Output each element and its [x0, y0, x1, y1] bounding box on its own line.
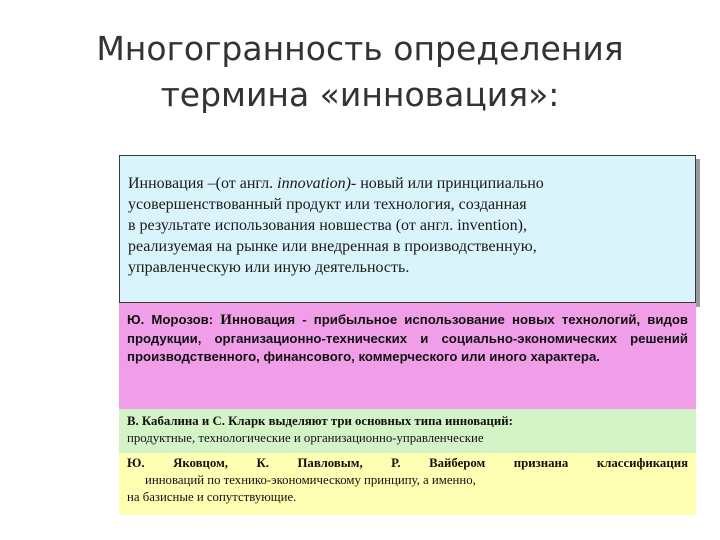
slide-title-line-1: Многогранность определения — [96, 29, 624, 68]
definition-line-1 — [128, 173, 687, 194]
definition-box — [119, 155, 696, 303]
morozov-author: Ю. Морозов: — [127, 312, 221, 327]
kabalina-clark-box — [119, 409, 696, 453]
yakovets-line-2: инноваций по технико-экономическому принципу, а именно, — [145, 473, 476, 487]
slide-title — [60, 26, 660, 118]
morozov-big-letter: И — [220, 312, 232, 328]
definition-line-2: усовершенствованный продукт или технология, созданная — [128, 196, 527, 213]
yakovets-line-1: Ю. Яковцом, К. Павловым, Р. Вайбером признана классификация — [127, 456, 688, 470]
definition-line-3: в результате использования новшества (от англ. invention), — [128, 217, 527, 234]
definition-term-english: innovation)- — [277, 175, 357, 192]
yakovets-line-3: на базисные и сопутствующие. — [127, 490, 297, 504]
definition-line-5: управленческую или иную деятельность. — [128, 259, 410, 276]
definition-line-4: реализуемая на рынке или внедренная в производственную, — [128, 238, 537, 255]
kabalina-line-2: продуктные, технологические и организационно-управленческие — [127, 431, 484, 445]
morozov-definition-box — [119, 303, 696, 409]
yakovets-classification-box — [119, 453, 696, 515]
slide-title-line-2: термина «инновация»: — [160, 75, 560, 114]
definition-line-1-start: Инновация –(от англ. — [128, 175, 278, 192]
kabalina-line-1: В. Кабалина и С. Кларк выделяют три основных типа инноваций: — [127, 414, 513, 428]
morozov-text: нновация - прибыльное использование новых технологий, видов продукции, организационно-технических и социально-экономических решений производственного, финансового, коммерческого или иного характера. — [127, 312, 689, 364]
definition-line-1-end: новый или принципиально — [356, 175, 544, 192]
